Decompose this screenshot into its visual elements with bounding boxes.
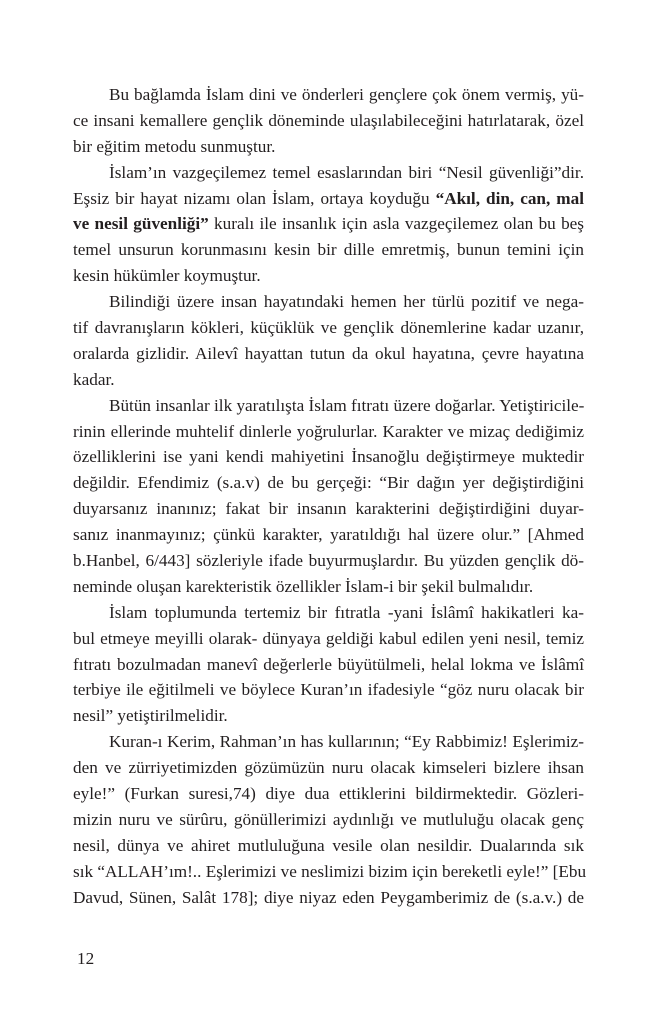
- page-number: 12: [77, 949, 95, 968]
- text-line: oralarda gizlidir. Ailevî hayattan tutun da okul hayatına, çevre hayatına: [73, 343, 584, 363]
- text-line: kadar.: [73, 369, 115, 389]
- text-line: temel unsurun korunmasını kesin bir dille emretmiş, bunun temini için: [73, 240, 584, 260]
- text-line: b.Hanbel, 6/443] sözleriyle ifade buyurmuşlardır. Bu yüzden gençlik dö-: [73, 551, 584, 571]
- paragraph: [73, 82, 584, 160]
- bold-emphasis: ve nesil güvenliği”: [73, 214, 209, 234]
- text-line: eyle!” (Furkan suresi,74) diye dua ettiklerini bildirmektedir. Gözleri-: [73, 784, 584, 804]
- text-line: Davud, Sünen, Salât 178]; diye niyaz eden Peygamberimiz de (s.a.v.) de: [73, 887, 584, 907]
- text-line: Kuran-ı Kerim, Rahman’ın has kullarının; “Ey Rabbimiz! Eşlerimiz-: [109, 732, 584, 752]
- text-line: terbiye ile eğitilmeli ve böylece Kuran’ın ifadesiyle “göz nuru olacak bir: [73, 680, 584, 700]
- text-line: rinin ellerinde muhtelif dinlerle yoğrulurlar. Karakter ve mizaç dediğimiz: [73, 421, 584, 441]
- bold-emphasis: “Akıl, din, can, mal: [435, 188, 584, 208]
- text-line: mizin nuru ve sürûru, gönüllerimizi aydınlığı ve mutluluğu olacak genç: [73, 809, 584, 829]
- text-line: sık “ALLAH’ım!.. Eşlerimizi ve neslimizi bizim için bereketli eyle!” [Ebu: [73, 861, 587, 881]
- text-line: sanız inanmayınız; çünkü karakter, yaratıldığı hal üzere olur.” [Ahmed: [73, 525, 584, 545]
- text-line: bul etmeye meyilli olarak- dünyaya geldiği kabul edilen yeni nesil, temiz: [73, 628, 584, 648]
- text-line: [73, 186, 584, 212]
- paragraph: [73, 600, 584, 729]
- text-line: den ve zürriyetimizden gözümüzün nuru olacak kimseleri bizlere ihsan: [73, 758, 584, 778]
- text-line: fıtratı bozulmadan manevî değerlerle büyütülmeli, helal lokma ve İslâmî: [73, 654, 584, 674]
- text-line: nesil” yetiştirilmelidir.: [73, 706, 228, 726]
- text-line: Bütün insanlar ilk yaratılışta İslam fıtratı üzere doğarlar. Yetiştiricile-: [109, 395, 585, 415]
- text-line: Bu bağlamda İslam dini ve önderleri gençlere çok önem vermiş, yü-: [109, 85, 584, 104]
- text-line: [73, 211, 584, 237]
- text-line: değildir. Efendimiz (s.a.v) de bu gerçeği: “Bir dağın yer değiştirdiğini: [73, 473, 584, 493]
- text-line: İslam toplumunda tertemiz bir fıtratla -yani İslâmî hakikatleri ka-: [109, 602, 584, 622]
- text-run: kuralı ile insanlık için asla vazgeçilemez olan bu beş: [208, 214, 584, 234]
- text-line: neminde oluşan karekteristik özellikler İslam-i bir şekil bulmalıdır.: [73, 576, 534, 596]
- text-line: tif davranışların kökleri, küçüklük ve gençlik dönemlerine kadar uzanır,: [73, 318, 584, 338]
- text-line: kesin hükümler koymuştur.: [73, 266, 261, 286]
- text-line: Bilindiği üzere insan hayatındaki hemen her türlü pozitif ve nega-: [109, 292, 584, 312]
- paragraph: [73, 729, 587, 910]
- text-line: duyarsanız inanınız; fakat bir insanın karakterini değiştirdiğini duyar-: [73, 499, 584, 519]
- text-line: nesil, dünya ve ahiret mutluluğuna vesile olan nesildir. Dualarında sık: [73, 835, 584, 855]
- text-run: Eşsiz bir hayat nizamı olan İslam, ortaya koyduğu: [73, 188, 436, 208]
- paragraph: [73, 289, 584, 393]
- paragraph: [73, 160, 584, 289]
- text-line: İslam’ın vazgeçilemez temel esaslarından biri “Nesil güvenliği”dir.: [109, 162, 584, 182]
- body-text: [73, 82, 587, 911]
- text-line: ce insani kemallere gençlik döneminde ulaşılabileceğini hatırlatarak, özel: [73, 110, 584, 130]
- text-line: özelliklerini ise yani kendi mahiyetini İnsanoğlu değiştirmeye muktedir: [73, 447, 584, 467]
- text-line: bir eğitim metodu sunmuştur.: [73, 136, 276, 156]
- paragraph: [73, 393, 584, 600]
